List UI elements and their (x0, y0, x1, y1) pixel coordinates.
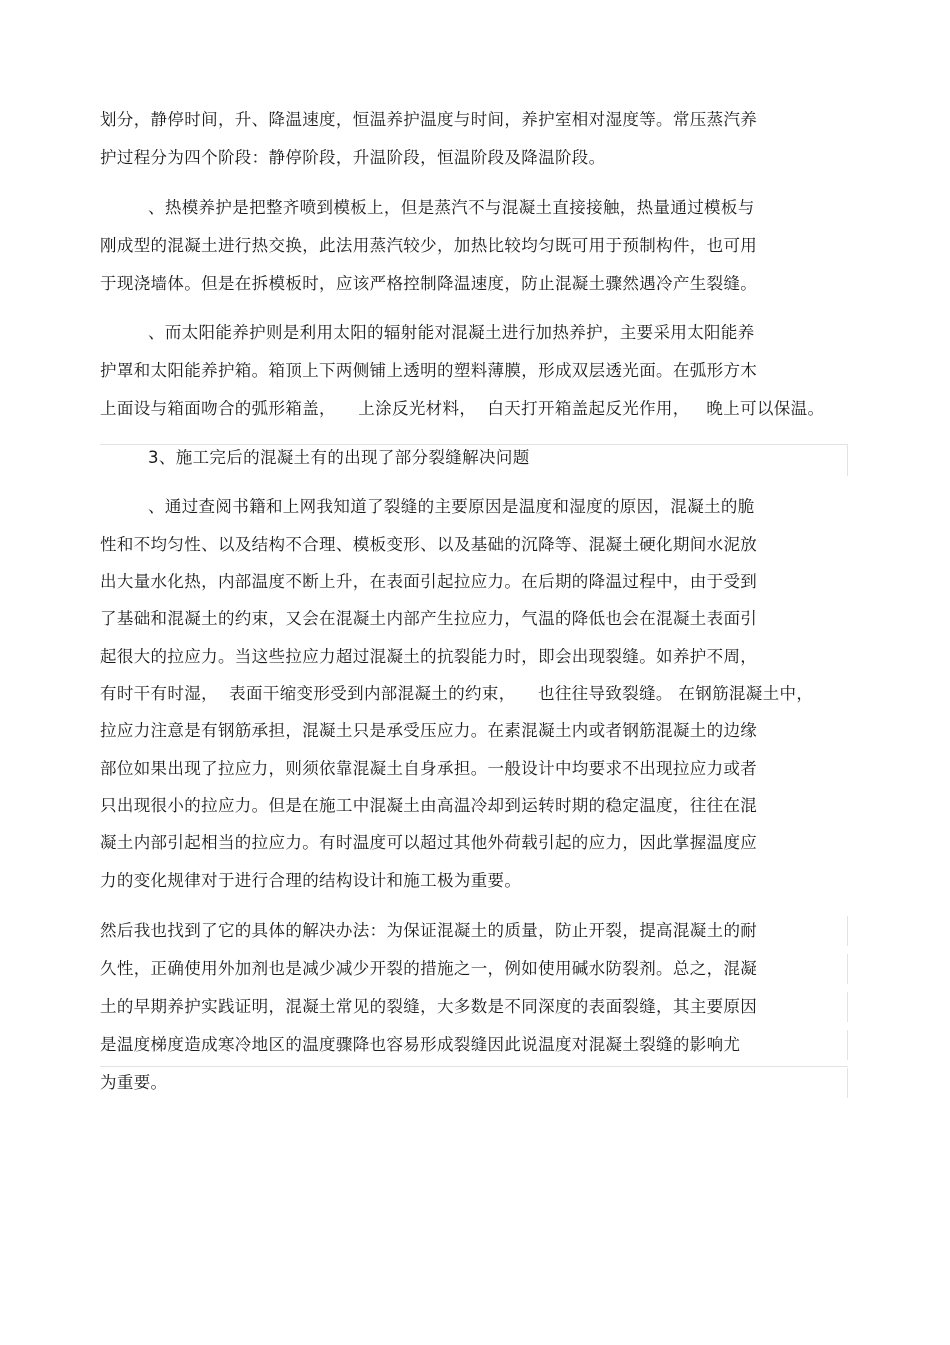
frame-rule-right-2 (847, 916, 848, 946)
paragraph-3-line-2: 护罩和太阳能养护箱。箱顶上下两侧铺上透明的塑料薄膜，形成双层透光面。在弧形方木 (100, 361, 758, 380)
paragraph-1-line-1: 划分，静停时间，升、降温速度，恒温养护温度与时间，养护室相对湿度等。常压蒸汽养 (100, 110, 758, 129)
frame-rule-top (100, 444, 848, 445)
paragraph-2-line-2: 刚成型的混凝土进行热交换，此法用蒸汽较少，加热比较均匀既可用于预制构件，也可用 (100, 236, 758, 255)
paragraph-5-line-5: 为重要。 (100, 1073, 168, 1092)
paragraph-4-line-2: 性和不均匀性、以及结构不合理、模板变形、以及基础的沉降等、混凝土硬化期间水泥放 (100, 535, 758, 554)
paragraph-4-line-4: 了基础和混凝土的约束，又会在混凝土内部产生拉应力，气温的降低也会在混凝土表面引 (100, 609, 758, 628)
frame-rule-bottom (100, 1066, 848, 1067)
section-heading: 3、施工完后的混凝土有的出现了部分裂缝解决问题 (148, 448, 530, 467)
paragraph-4-line-9: 只出现很小的拉应力。但是在施工中混凝土由高温冷却到运转时期的稳定温度，往往在混 (100, 796, 758, 815)
frame-rule-right-4 (847, 992, 848, 1022)
paragraph-4-line-8: 部位如果出现了拉应力，则须依靠混凝土自身承担。一般设计中均要求不出现拉应力或者 (100, 759, 758, 778)
paragraph-3-line-3: 上面设与箱面吻合的弧形箱盖， 上涂反光材料， 白天打开箱盖起反光作用， 晚上可以保温。 (100, 399, 825, 418)
paragraph-5-line-3: 土的早期养护实践证明，混凝土常见的裂缝，大多数是不同深度的表面裂缝，其主要原因 (100, 997, 758, 1016)
paragraph-4-line-3: 出大量水化热，内部温度不断上升，在表面引起拉应力。在后期的降温过程中，由于受到 (100, 572, 758, 591)
paragraph-4-line-7: 拉应力注意是有钢筋承担，混凝土只是承受压应力。在素混凝土内或者钢筋混凝土的边缘 (100, 721, 758, 740)
paragraph-2-line-3: 于现浇墙体。但是在拆模板时，应该严格控制降温速度，防止混凝土骤然遇冷产生裂缝。 (100, 274, 758, 293)
paragraph-1-line-2: 护过程分为四个阶段：静停阶段，升温阶段，恒温阶段及降温阶段。 (100, 148, 606, 167)
frame-rule-right-5 (847, 1030, 848, 1060)
frame-rule-right-1 (847, 444, 848, 476)
paragraph-4-line-10: 凝土内部引起相当的拉应力。有时温度可以超过其他外荷载引起的应力，因此掌握温度应 (100, 833, 758, 852)
frame-rule-right-3 (847, 954, 848, 984)
paragraph-3-line-1: 、而太阳能养护则是利用太阳的辐射能对混凝土进行加热养护，主要采用太阳能养 (148, 323, 755, 342)
paragraph-2-line-1: 、热模养护是把整齐喷到模板上，但是蒸汽不与混凝土直接接触，热量通过模板与 (148, 198, 755, 217)
frame-rule-right-6 (847, 1068, 848, 1098)
paragraph-4-line-1: 、通过查阅书籍和上网我知道了裂缝的主要原因是温度和湿度的原因，混凝土的脆 (148, 497, 755, 516)
paragraph-4-line-6: 有时干有时湿， 表面干缩变形受到内部混凝土的约束， 也往往导致裂缝。 在钢筋混凝土中， (100, 684, 814, 703)
paragraph-4-line-5: 起很大的拉应力。当这些拉应力超过混凝土的抗裂能力时，即会出现裂缝。如养护不周， (100, 647, 758, 666)
paragraph-4-line-11: 力的变化规律对于进行合理的结构设计和施工极为重要。 (100, 871, 522, 890)
paragraph-5-line-2: 久性，正确使用外加剂也是减少减少开裂的措施之一，例如使用碱水防裂剂。总之，混凝 (100, 959, 758, 978)
paragraph-5-line-1: 然后我也找到了它的具体的解决办法：为保证混凝土的质量，防止开裂，提高混凝土的耐 (100, 921, 758, 940)
paragraph-5-line-4: 是温度梯度造成寒冷地区的温度骤降也容易形成裂缝因此说温度对混凝土裂缝的影响尤 (100, 1035, 741, 1054)
